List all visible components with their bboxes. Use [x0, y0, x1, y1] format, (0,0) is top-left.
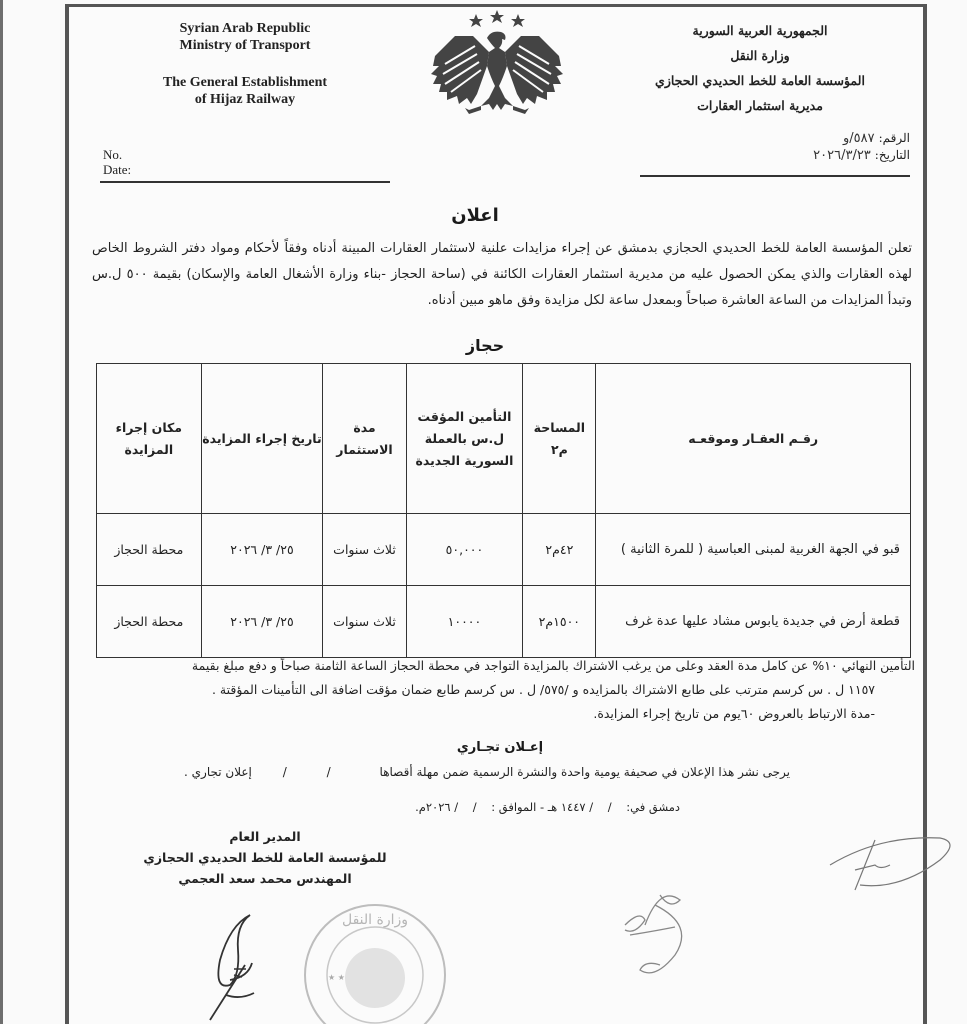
- announcement-body: تعلن المؤسسة العامة للخط الحديدي الحجازي بدمشق عن إجراء مزايدات علنية لاستثمار العقارات المبينة أدناه وفقاً لأحكام ومواد دفتر الشروط الخاص لهذه العقارات والذي يمكن الحصول عليه من مديرية استثمار العقارات الكائنة في (ساحة الحجاز -بناء وزارة الأشغال العامة والإسكان) بقيمة ٥٠٠ ل.س وتبدأ المزايدات من الساعة العاشرة صباحاً وبمعدل ساعة لكل مزايدة وفق ماهو مبين أدناه.: [92, 241, 912, 308]
- table-header-row: [97, 364, 911, 514]
- signatory-name: المهندس محمد سعد العجمي: [178, 871, 352, 886]
- cell-place: محطة الحجاز: [97, 514, 202, 586]
- auction-table: [96, 363, 911, 658]
- cell-property: قطعة أرض في جديدة يابوس مشاد عليها عدة غرف: [596, 586, 911, 658]
- cell-area: ٤٢م٢: [523, 514, 596, 586]
- cell-area: ١٥٠٠م٢: [523, 586, 596, 658]
- note-offer-validity: -مدة الارتباط بالعروض ٦٠يوم من تاريخ إجراء المزايدة.: [593, 706, 875, 721]
- col-header-deposit: التأمين المؤقت ل.س بالعملة السورية الجديدة: [406, 364, 523, 514]
- establishment-name: The General Establishment: [162, 75, 328, 90]
- stamp-text: وزارة النقل: [341, 912, 409, 928]
- english-letterhead: [150, 20, 340, 108]
- director-signature-icon: [190, 905, 290, 1024]
- reference-block: [780, 130, 910, 164]
- note-final-deposit: التأمين النهائي ١٠% عن كامل مدة العقد وعلى من يرغب الاشتراك بالمزايدة التواجد في محطة الحجاز الساعة الثامنة صباحاً و دفع مبلغ بقيمة: [191, 658, 915, 673]
- cell-place: محطة الحجاز: [97, 586, 202, 658]
- scan-edge: [0, 0, 3, 1024]
- publication-request-text: يرجى نشر هذا الإعلان في صحيفة يومية واحدة والنشرة الرسمية ضمن مهلة أقصاها: [379, 765, 790, 779]
- ref-number-value: ٥٨٧/و: [842, 131, 875, 146]
- cell-date: ٢٥/ ٣/ ٢٠٢٦: [201, 514, 323, 586]
- cell-property: قبو في الجهة الغربية لمبنى العباسية ( للمرة الثانية ): [596, 514, 911, 586]
- country-name: Syrian Arab Republic: [179, 21, 311, 36]
- table-row: [97, 586, 911, 658]
- note-fees: ١١٥٧ ل . س كرسم مترتب على طابع الاشتراك بالمزايده و /٥٧٥/ ل . س كرسم طابع ضمان مؤقت اضافة الى التأمينات المؤقتة .: [211, 682, 875, 697]
- witness-signature-icon: [615, 865, 725, 985]
- col-header-date: تاريخ إجراء المزايدة: [201, 364, 323, 514]
- header-divider-right: [640, 175, 910, 177]
- number-label: No.: [103, 147, 123, 162]
- signatory-org: للمؤسسة العامة للخط الحديدي الحجازي: [143, 850, 387, 865]
- cell-deposit: ٥٠,٠٠٠: [406, 514, 523, 586]
- terms-notes: [95, 654, 915, 726]
- header-divider-left: [100, 181, 390, 183]
- establishment-name-ar: المؤسسة العامة للخط الحديدي الحجازي: [655, 73, 865, 88]
- commercial-ad-title: إعـلان تجـاري: [456, 740, 544, 755]
- ref-number-label: الرقم:: [878, 131, 910, 145]
- eagle-emblem-icon: [425, 6, 570, 131]
- country-name-ar: الجمهورية العربية السورية: [692, 23, 828, 38]
- signatory-block: [140, 826, 390, 889]
- cell-duration: ثلاث سنوات: [323, 586, 406, 658]
- establishment-name-2: of Hijaz Railway: [194, 92, 296, 107]
- cell-deposit: ١٠٠٠٠: [406, 586, 523, 658]
- announcement-title: اعلان: [451, 205, 499, 226]
- arabic-letterhead: [640, 18, 880, 118]
- col-header-area: المساحة م٢: [523, 364, 596, 514]
- cell-date: ٢٥/ ٣/ ٢٠٢٦: [201, 586, 323, 658]
- official-stamp-icon: [300, 900, 450, 1024]
- table-row: [97, 514, 911, 586]
- svg-text:★ ★: ★ ★: [328, 973, 345, 982]
- cell-duration: ثلاث سنوات: [323, 514, 406, 586]
- damascus-date-line: دمشق في: / / ١٤٤٧ هـ - الموافق : / / ٢٠٢٦م.: [415, 800, 680, 814]
- ref-date-label: التاريخ:: [874, 148, 910, 162]
- col-header-duration: مدة الاستثمار: [323, 364, 406, 514]
- date-label: Date:: [103, 162, 132, 177]
- publication-request: [184, 765, 790, 779]
- publication-suffix: إعلان تجاري .: [184, 765, 252, 779]
- second-witness-signature-icon: [820, 830, 960, 900]
- publication-deadline-blank: / /: [282, 765, 349, 779]
- no-date-labels: [103, 147, 131, 177]
- ministry-name-ar: وزارة النقل: [730, 48, 790, 63]
- ref-date-value: ٢٠٢٦/٣/٢٣: [813, 148, 871, 163]
- signatory-title: المدير العام: [229, 829, 301, 844]
- directorate-name-ar: مديرية استثمار العقارات: [697, 98, 823, 113]
- section-title: حجاز: [465, 336, 505, 355]
- col-header-place: مكان إجراء المزايدة: [97, 364, 202, 514]
- col-header-property: رقـم العقـار وموقعـه: [596, 364, 911, 514]
- ministry-name: Ministry of Transport: [179, 38, 311, 53]
